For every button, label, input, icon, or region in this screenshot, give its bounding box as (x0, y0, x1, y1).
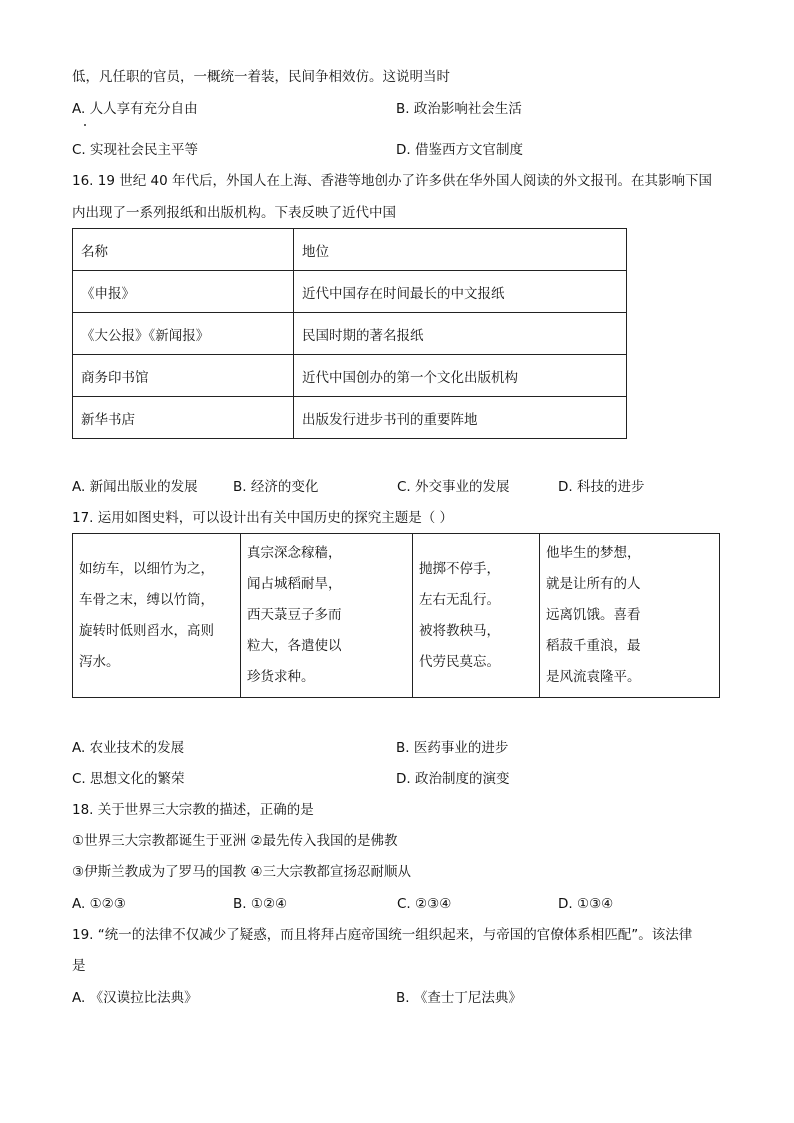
q17-stem: 17. 运用如图史料，可以设计出有关中国历史的探究主题是（ ） (72, 510, 454, 526)
q18-items-line1: ①世界三大宗教都诞生于亚洲 ②最先传入我国的是佛教 (72, 833, 398, 849)
q17-source-line: 闻占城稻耐旱， (247, 576, 342, 592)
q17-option-c: C. 思想文化的繁荣 (72, 771, 185, 787)
q15-option-b: B. 政治影响社会生活 (396, 101, 522, 117)
q16-option-b: B. 经济的变化 (233, 479, 319, 495)
q16-table-cell-status: 出版发行进步书刊的重要阵地 (294, 397, 627, 439)
q16-table-cell-name: 新华书店 (73, 397, 294, 439)
q17-source-cell (73, 534, 241, 697)
table-row (73, 271, 627, 313)
table-row (73, 355, 627, 397)
q17-source-line: 被将教秧马， (419, 622, 500, 639)
q17-source-line: 粒大，各遣使以 (247, 638, 342, 654)
q18-option-a: A. ①②③ (72, 896, 126, 912)
q18-option-b: B. ①②④ (233, 896, 288, 912)
q17-source-cell (241, 534, 413, 697)
q15-option-a: A. 人人享有充分自由 (72, 101, 198, 117)
q16-table-cell-status: 民国时期的著名报纸 (294, 313, 627, 355)
q16-stem-line1: 16. 19 世纪 40 年代后，外国人在上海、香港等地创办了许多供在华外国人阅读的外文报刊。在其影响下国 (72, 173, 712, 189)
q17-source-line: 左右无乱行。 (419, 591, 500, 608)
q17-source-line: 抛掷不停手， (419, 560, 500, 577)
q17-source-line: 稻菽千重浪，最 (546, 638, 641, 654)
q18-option-c: C. ②③④ (397, 896, 452, 912)
q17-source-line: 旋转时低则舀水，高则 (79, 622, 214, 639)
q17-source-line: 代劳民莫忘。 (419, 653, 500, 670)
q16-option-d: D. 科技的进步 (558, 479, 645, 495)
q17-source-line: 车骨之末，缚以竹筒， (79, 591, 214, 608)
stray-dot-mark (84, 124, 86, 126)
q16-table-header-row (73, 229, 627, 271)
q17-source-cell (413, 534, 540, 697)
q16-table-header-status: 地位 (294, 229, 627, 271)
table-row (73, 313, 627, 355)
q17-source-line: 西天菉豆子多而 (247, 607, 342, 623)
q16-stem-line2: 内出现了一系列报纸和出版机构。下表反映了近代中国 (72, 205, 396, 221)
q18-items-line2: ③伊斯兰教成为了罗马的国教 ④三大宗教都宣扬忍耐顺从 (72, 864, 411, 880)
q17-option-a: A. 农业技术的发展 (72, 740, 185, 756)
q16-table-cell-name: 《大公报》《新闻报》 (73, 313, 294, 355)
q16-table (72, 228, 627, 439)
q17-option-b: B. 医药事业的进步 (396, 740, 509, 756)
q16-table-cell-status: 近代中国创办的第一个文化出版机构 (294, 355, 627, 397)
q17-source-cell (540, 534, 719, 697)
table-row (73, 397, 627, 439)
q17-source-line: 就是让所有的人 (546, 576, 641, 592)
q16-table-cell-status: 近代中国存在时间最长的中文报纸 (294, 271, 627, 313)
q16-table-cell-name: 商务印书馆 (73, 355, 294, 397)
q15-option-c: C. 实现社会民主平等 (72, 142, 199, 158)
q17-source-line: 真宗深念稼穑， (247, 545, 342, 561)
q18-stem: 18. 关于世界三大宗教的描述，正确的是 (72, 802, 314, 818)
q15-option-d: D. 借鉴西方文官制度 (396, 142, 523, 158)
q17-source-line: 珍货求种。 (247, 669, 315, 685)
q17-source-line: 他毕生的梦想， (546, 545, 641, 561)
q17-source-line: 泻水。 (79, 653, 120, 670)
q17-source-line: 是风流袁隆平。 (546, 669, 641, 685)
q17-option-d: D. 政治制度的演变 (396, 771, 510, 787)
q19-stem-line2: 是 (72, 958, 86, 974)
q19-option-b: B. 《查士丁尼法典》 (396, 990, 522, 1006)
q16-option-c: C. 外交事业的发展 (397, 479, 510, 495)
q16-option-a: A. 新闻出版业的发展 (72, 479, 198, 495)
q16-table-cell-name: 《申报》 (73, 271, 294, 313)
q17-source-line: 如纺车，以细竹为之， (79, 560, 214, 577)
q19-stem-line1: 19. “统一的法律不仅减少了疑惑，而且将拜占庭帝国统一组织起来，与帝国的官僚体系相匹配”。该法律 (72, 927, 693, 943)
q16-table-header-name: 名称 (73, 229, 294, 271)
q17-source-line: 远离饥饿。喜看 (546, 607, 641, 623)
q17-source-box (72, 533, 720, 698)
q15-stem-tail: 低，凡任职的官员，一概统一着装，民间争相效仿。这说明当时 (72, 69, 450, 85)
q19-option-a: A. 《汉谟拉比法典》 (72, 990, 198, 1006)
q18-option-d: D. ①③④ (558, 896, 614, 912)
